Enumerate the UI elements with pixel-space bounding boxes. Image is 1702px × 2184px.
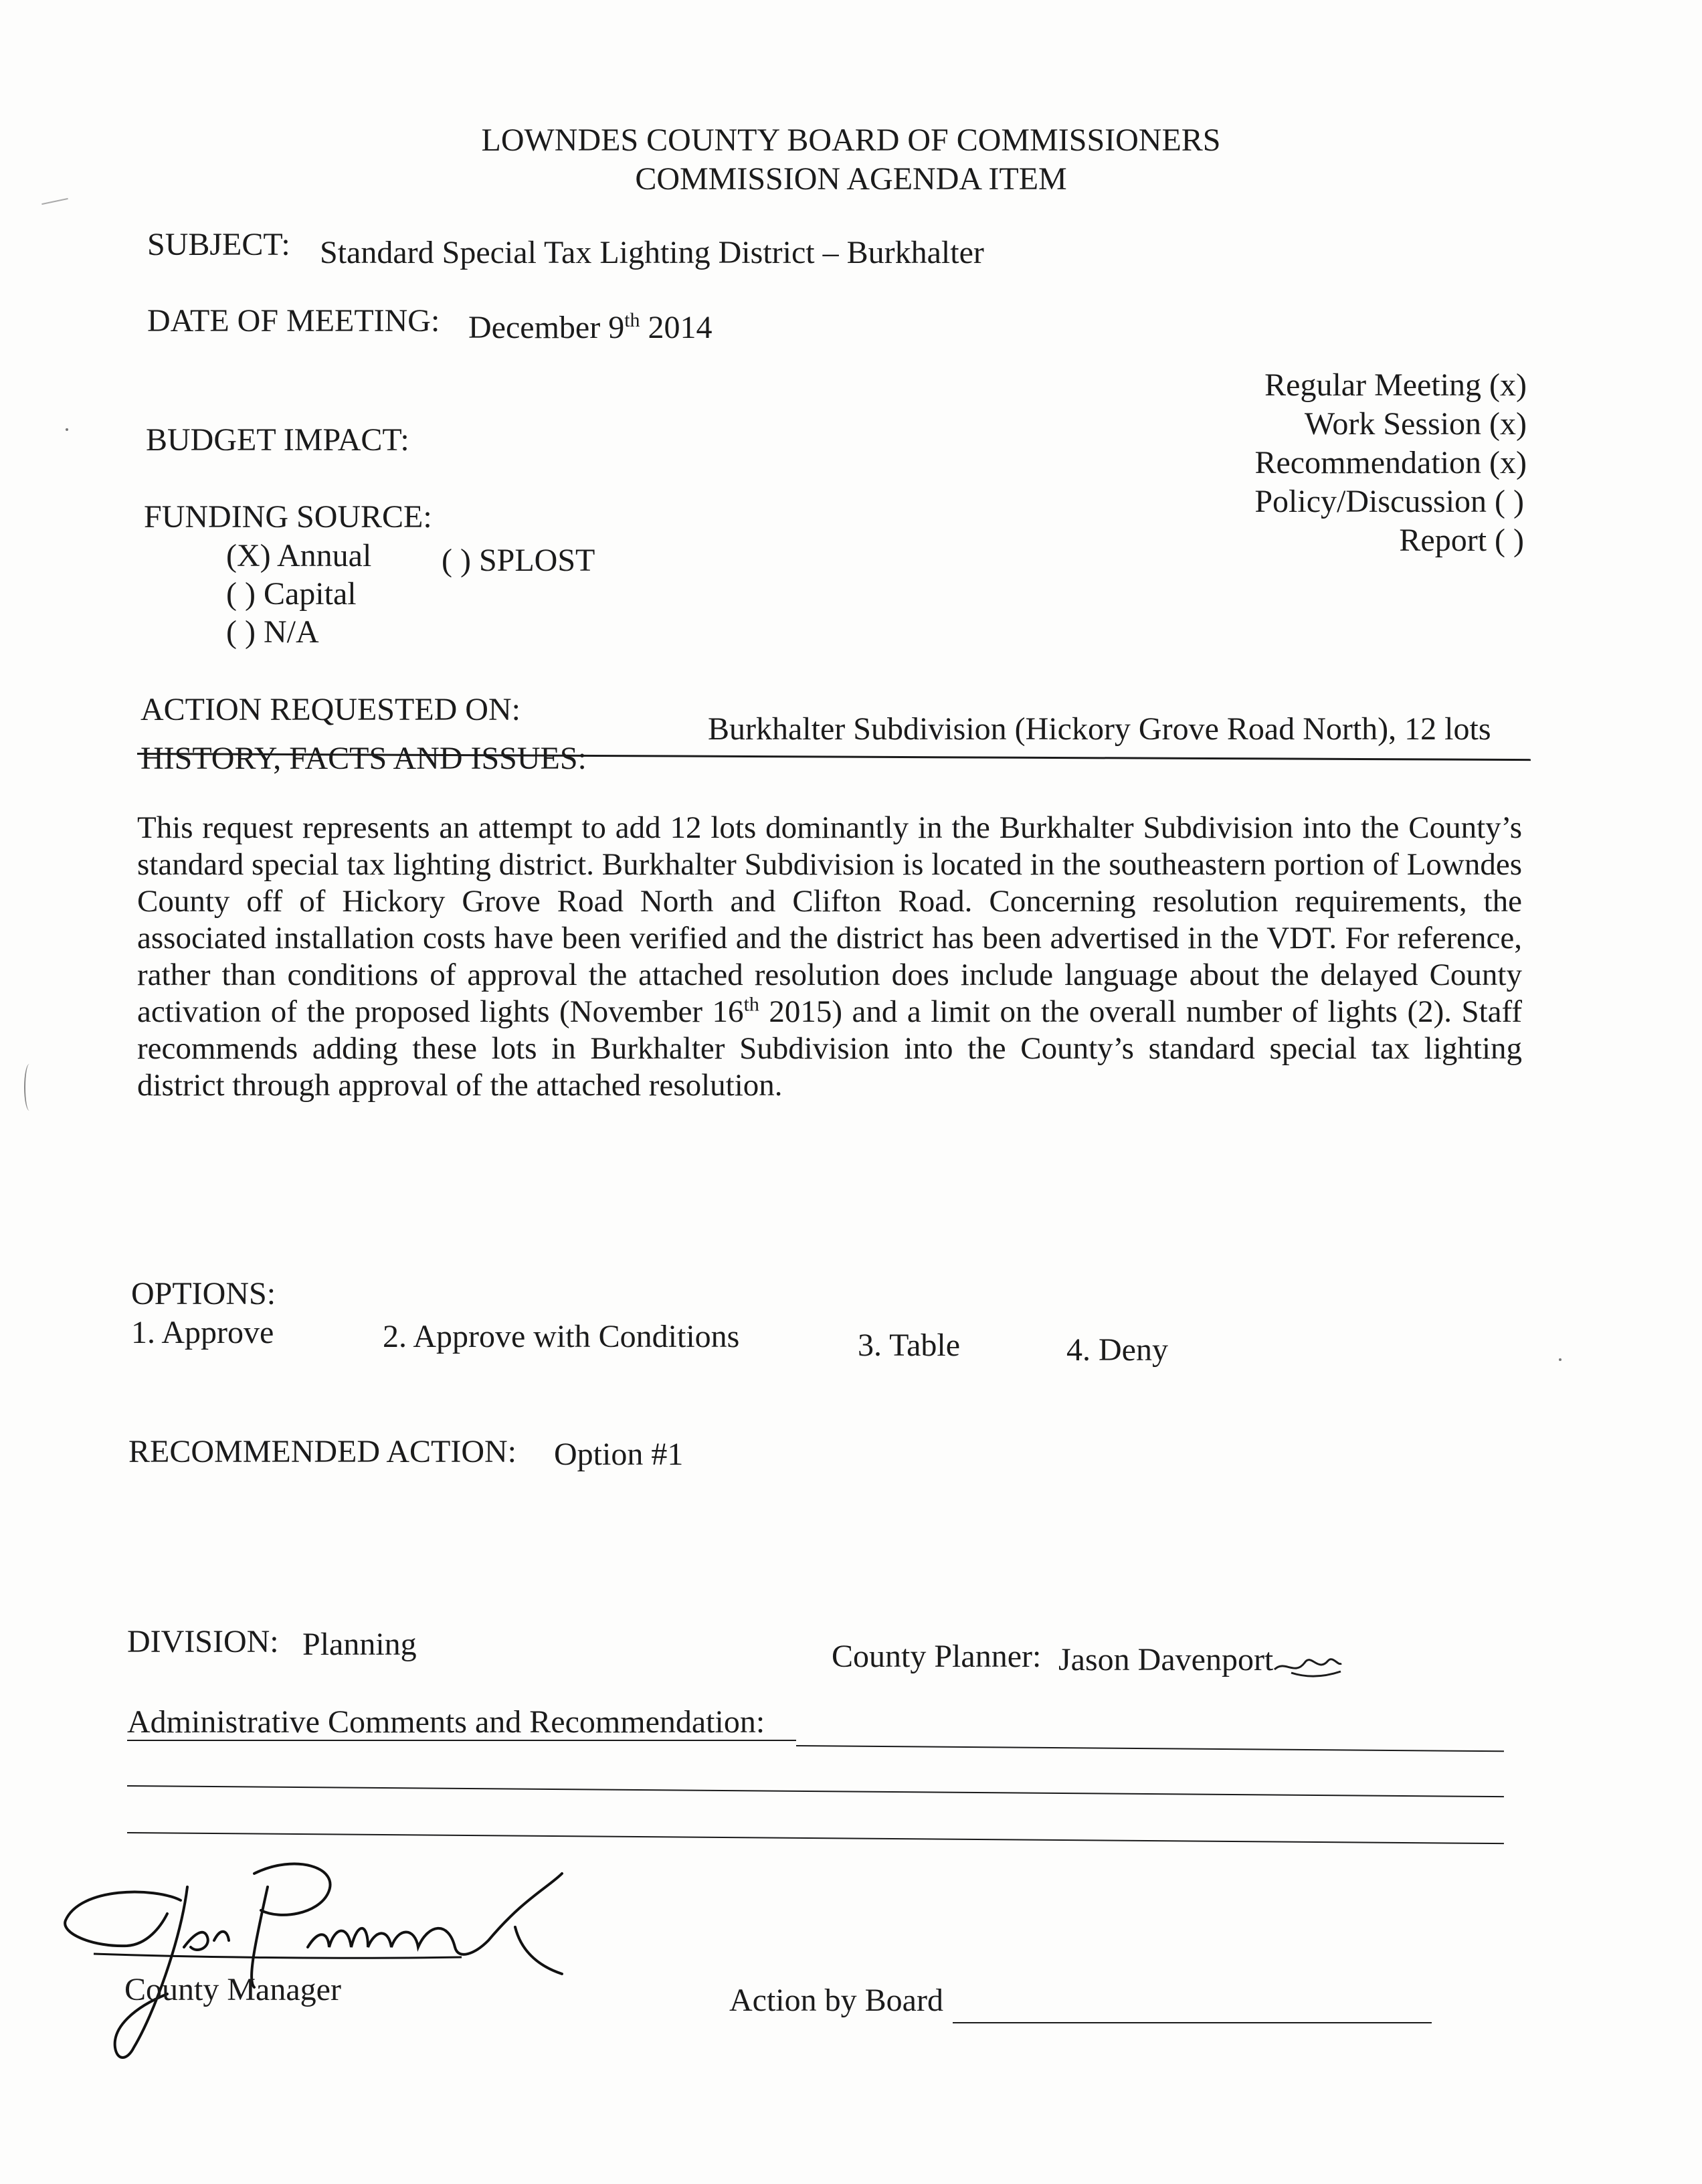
recommended-action-value: Option #1 bbox=[554, 1437, 684, 1472]
meeting-type-regular: Regular Meeting (x) bbox=[1264, 367, 1527, 403]
admin-comments-line-3 bbox=[127, 1832, 1504, 1844]
division-label: DIVISION: bbox=[127, 1624, 279, 1659]
history-text-sup: th bbox=[743, 993, 759, 1016]
date-label: DATE OF MEETING: bbox=[147, 303, 440, 339]
planner-value: Jason Davenport bbox=[1058, 1642, 1274, 1677]
budget-impact-label: BUDGET IMPACT: bbox=[146, 422, 409, 458]
meeting-type-report: Report ( ) bbox=[1399, 523, 1524, 558]
scan-mark bbox=[24, 1064, 35, 1111]
meeting-type-work-session: Work Session (x) bbox=[1304, 406, 1527, 442]
date-suffix: th bbox=[624, 309, 640, 331]
funding-annual: (X) Annual bbox=[226, 538, 372, 573]
history-text-part1: This request represents an attempt to add 12 lots dominantly in the Burkhalter Subdivision into the County’s standard special tax lighting district. Burkhalter Subdivision is located in the southeastern portion of Lowndes County off of Hickory Grove Road North and Clifton Road. Concerning resolution requirements, the associated installation costs have been verified and the district has been advertised in the VDT. For reference, rather than conditions of approval the attached resolution does include language about the delayed County activation of the proposed lights (November 16 bbox=[137, 810, 1522, 1029]
county-manager-label: County Manager bbox=[124, 1972, 341, 2007]
scan-speck bbox=[1559, 1358, 1562, 1361]
date-month-day: December 9 bbox=[468, 310, 625, 345]
scan-mark bbox=[41, 198, 68, 205]
planner-initials-mark bbox=[1271, 1646, 1345, 1686]
history-paragraph bbox=[137, 810, 1522, 1104]
funding-source-label: FUNDING SOURCE: bbox=[144, 499, 432, 535]
date-year: 2014 bbox=[648, 310, 713, 345]
funding-splost: ( ) SPLOST bbox=[442, 543, 595, 578]
history-label: HISTORY, FACTS AND ISSUES: bbox=[140, 741, 587, 776]
division-value: Planning bbox=[302, 1627, 417, 1662]
history-text-part2: 2015) and a limit on the overall number of lights (2). Staff recommends adding these lots in Burkhalter Subdivision into the County’s standard special tax lighting district through approval of the attached resolution. bbox=[137, 994, 1522, 1103]
funding-na: ( ) N/A bbox=[226, 614, 319, 650]
action-requested-value: Burkhalter Subdivision (Hickory Grove Road North), 12 lots bbox=[708, 711, 1491, 747]
options-label: OPTIONS: bbox=[131, 1276, 276, 1311]
subject-label: SUBJECT: bbox=[147, 227, 290, 262]
admin-comments-underline bbox=[127, 1740, 796, 1741]
date-value bbox=[468, 309, 713, 346]
option-approve-with-conditions: 2. Approve with Conditions bbox=[383, 1319, 740, 1354]
action-by-board-line bbox=[953, 2022, 1432, 2023]
planner-label: County Planner: bbox=[832, 1639, 1042, 1674]
agenda-item-title: COMMISSION AGENDA ITEM bbox=[635, 161, 1067, 197]
action-requested-label: ACTION REQUESTED ON: bbox=[140, 692, 521, 727]
option-deny: 4. Deny bbox=[1066, 1332, 1168, 1368]
option-approve: 1. Approve bbox=[131, 1315, 274, 1350]
county-manager-signature bbox=[54, 1847, 575, 2068]
subject-value: Standard Special Tax Lighting District – Burkhalter bbox=[320, 235, 984, 270]
action-by-board-label: Action by Board bbox=[729, 1983, 943, 2018]
scan-speck bbox=[66, 428, 68, 431]
meeting-type-recommendation: Recommendation (x) bbox=[1254, 445, 1527, 480]
admin-comments-label: Administrative Comments and Recommendation: bbox=[127, 1704, 765, 1740]
recommended-action-label: RECOMMENDED ACTION: bbox=[128, 1434, 517, 1469]
option-table: 3. Table bbox=[858, 1328, 961, 1363]
admin-comments-line-2 bbox=[127, 1785, 1504, 1797]
board-title: LOWNDES COUNTY BOARD OF COMMISSIONERS bbox=[481, 122, 1221, 158]
admin-comments-line-1 bbox=[796, 1745, 1504, 1752]
funding-capital: ( ) Capital bbox=[226, 576, 357, 612]
meeting-type-policy: Policy/Discussion ( ) bbox=[1254, 484, 1524, 519]
